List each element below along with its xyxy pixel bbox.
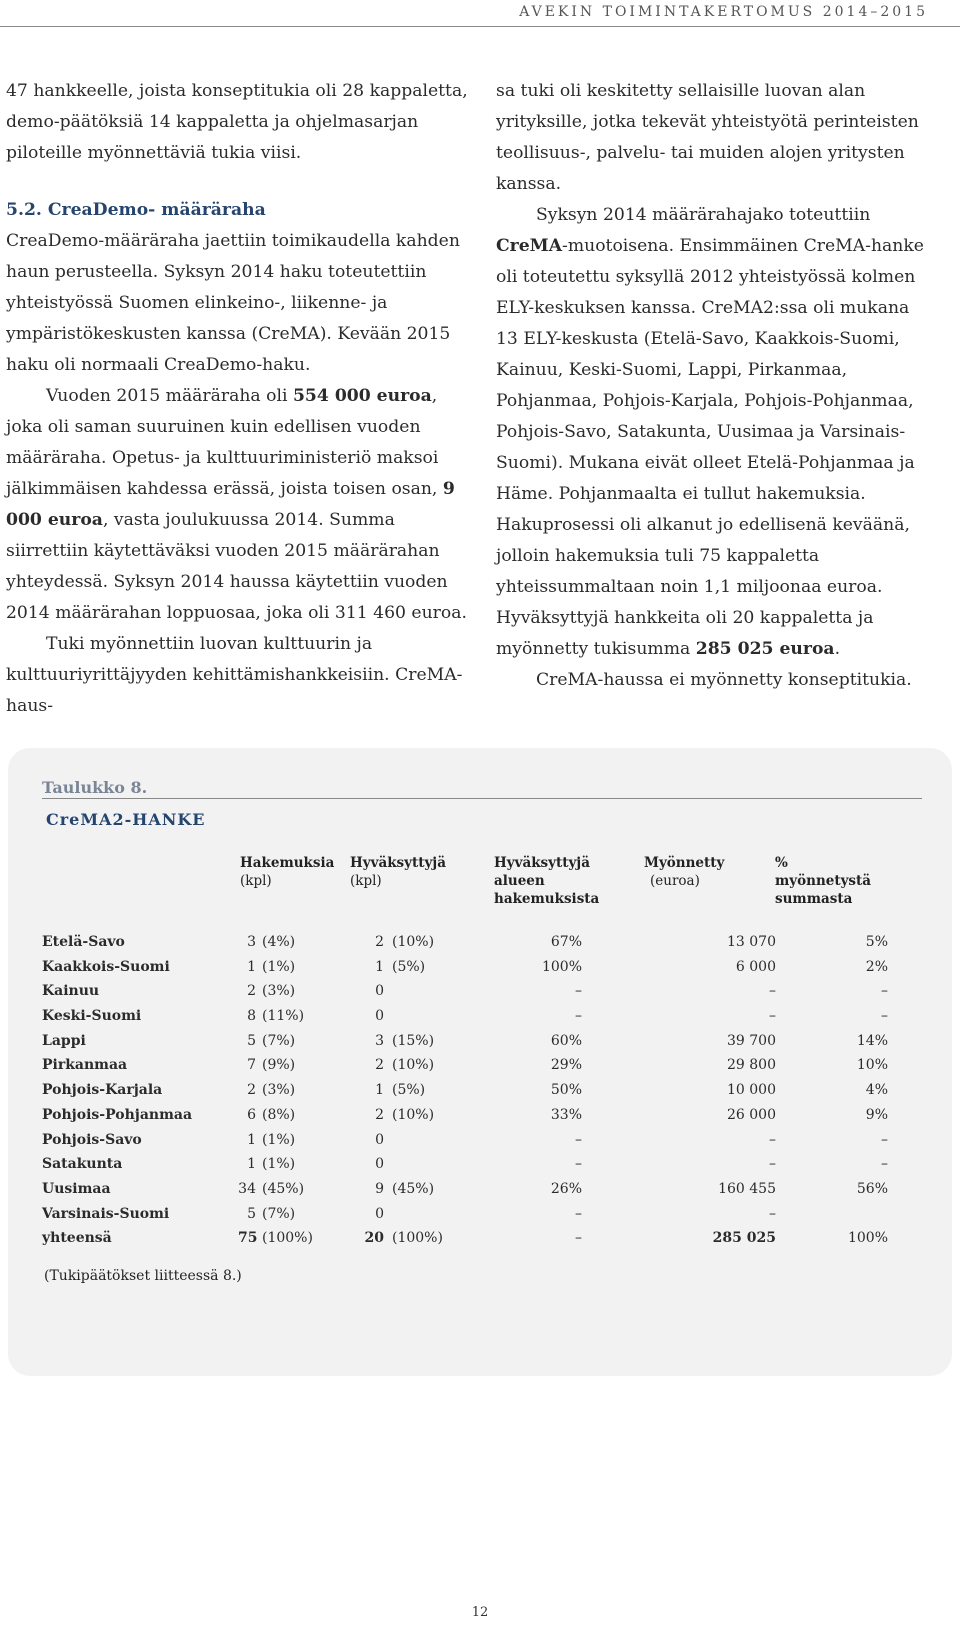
cell-name: Kaakkois-Suomi (42, 958, 170, 975)
table-row (42, 1128, 922, 1153)
text-run: , joka oli saman suuruinen kuin edellisen vuoden määräraha. Opetus- ja kulttuuriministeriö maksoi jälkimmäisen kahdessa erässä, joista toisen osan, (6, 386, 443, 499)
cell-name: Uusimaa (42, 1180, 111, 1197)
cell-pros: – (881, 1156, 888, 1173)
cell-y-p: (10%) (392, 1106, 435, 1123)
cell-h-n: 6 (247, 1106, 256, 1123)
cell-h-p: (11%) (262, 1008, 305, 1025)
cell-name: Keski-Suomi (42, 1008, 142, 1025)
cell-h-p: (9%) (262, 1057, 296, 1074)
cell-myonnetty: 39 700 (727, 1032, 776, 1049)
cell-y-p: (5%) (392, 958, 426, 975)
cell-myonnetty: 160 455 (718, 1180, 776, 1197)
cell-h-p: (7%) (262, 1032, 296, 1049)
cell-name: Etelä-Savo (42, 934, 125, 950)
column-header-myonnetty: Myönnetty (euroa) (644, 855, 725, 889)
column-header-prosentti: % myönnetystä summasta (775, 855, 872, 907)
cell-name: yhteensä (42, 1230, 112, 1247)
cell-h-p: (3%) (262, 983, 296, 1000)
cell-alueen: – (575, 1230, 582, 1247)
cell-h-n: 5 (247, 1205, 256, 1222)
page-number: 12 (471, 1605, 489, 1620)
cell-y-n: 1 (375, 958, 384, 975)
cell-myonnetty: 26 000 (727, 1106, 776, 1123)
cell-myonnetty: 13 070 (727, 934, 776, 950)
column-header-alueen: Hyväksyttyjä alueen hakemuksista (494, 855, 600, 907)
cell-alueen: 33% (550, 1106, 582, 1123)
text-run: Syksyn 2014 määrärahajako toteuttiin (536, 205, 871, 225)
cell-y-n: 2 (375, 934, 384, 950)
cell-y-n: 2 (375, 1106, 384, 1123)
cell-h-n: 2 (247, 983, 256, 1000)
cell-name: Satakunta (42, 1156, 123, 1173)
header-divider (0, 26, 960, 27)
amount-bold: 285 025 euroa (695, 639, 835, 659)
cell-pros: 9% (865, 1106, 888, 1123)
cell-pros: 4% (865, 1082, 888, 1099)
cell-h-p: (7%) (262, 1205, 296, 1222)
cell-h-p: (1%) (262, 958, 296, 975)
running-header: AVEKIN TOIMINTAKERTOMUS 2014–2015 (519, 4, 928, 20)
table-body (42, 930, 922, 1251)
table-row (42, 1004, 922, 1029)
cell-pros: – (881, 1008, 888, 1025)
cell-alueen: 100% (541, 958, 582, 975)
cell-myonnetty: 10 000 (727, 1082, 776, 1099)
table-row (42, 1177, 922, 1202)
cell-y-n: 0 (375, 983, 384, 1000)
cell-h-n: 1 (247, 1156, 256, 1173)
section-heading: 5.2. CreaDemo- määräraha (6, 200, 266, 220)
cell-pros: 2% (865, 958, 888, 975)
cell-alueen: – (575, 1156, 582, 1173)
cell-y-n: 1 (375, 1082, 384, 1099)
cell-h-n: 5 (247, 1032, 256, 1049)
cell-h-n: 75 (238, 1230, 258, 1247)
cell-name: Pohjois-Pohjanmaa (42, 1106, 193, 1123)
right-column (496, 76, 936, 696)
cell-y-n: 0 (375, 1205, 384, 1222)
cell-alueen: 26% (550, 1180, 582, 1197)
table-row (42, 1053, 922, 1078)
cell-myonnetty: – (769, 1008, 776, 1025)
table-row (42, 979, 922, 1004)
cell-y-n: 9 (375, 1180, 384, 1197)
cell-myonnetty: – (769, 1205, 776, 1222)
table-row (42, 1078, 922, 1103)
table-row (42, 955, 922, 980)
table-row (42, 930, 922, 955)
left-column (6, 76, 468, 722)
cell-pros: 100% (847, 1230, 888, 1247)
cell-h-n: 7 (247, 1057, 256, 1074)
cell-alueen: 60% (550, 1032, 582, 1049)
cell-h-p: (45%) (262, 1180, 305, 1197)
cell-y-p: (10%) (392, 934, 435, 950)
table-title: CreMA2-HANKE (46, 810, 206, 829)
paragraph (6, 381, 468, 629)
cell-y-n: 20 (364, 1230, 384, 1247)
cell-y-p: (5%) (392, 1082, 426, 1099)
column-header-hakemuksia: Hakemuksia (kpl) (240, 855, 335, 889)
cell-h-p: (1%) (262, 1156, 296, 1173)
cell-myonnetty: 29 800 (727, 1057, 776, 1074)
paragraph: Tuki myönnettiin luovan kulttuurin ja kulttuuriyrittäjyyden kehittämishankkeisiin. CreMA-haus- (6, 634, 463, 716)
cell-y-p: (10%) (392, 1057, 435, 1074)
table-row (42, 1152, 922, 1177)
cell-y-n: 0 (375, 1008, 384, 1025)
cell-y-p: (100%) (392, 1230, 443, 1247)
cell-y-p: (45%) (392, 1180, 435, 1197)
table-row (42, 1202, 922, 1227)
cell-name: Kainuu (42, 983, 100, 1000)
paragraph: 47 hankkeelle, joista konseptitukia oli 28 kappaletta, demo-päätöksiä 14 kappaletta ja ohjelmasarjan piloteille myönnettäviä tukia viisi. (6, 81, 468, 163)
table-row (42, 1029, 922, 1054)
cell-h-p: (3%) (262, 1082, 296, 1099)
cell-y-p: (15%) (392, 1032, 435, 1049)
cell-h-n: 2 (247, 1082, 256, 1099)
cell-myonnetty: – (769, 983, 776, 1000)
table-row (42, 1226, 922, 1251)
cell-name: Pohjois-Savo (42, 1131, 142, 1148)
table-label: Taulukko 8. (42, 778, 148, 797)
paragraph (496, 200, 936, 665)
paragraph: sa tuki oli keskitetty sellaisille luovan alan yrityksille, jotka tekevät yhteistyötä perinteisten teollisuus-, palvelu- tai muiden alojen yritysten kanssa. (496, 81, 919, 194)
cell-h-n: 1 (247, 1131, 256, 1148)
table-note: (Tukipäätökset liitteessä 8.) (44, 1268, 242, 1284)
cell-h-n: 3 (247, 934, 256, 950)
text-run: -muotoisena. Ensimmäinen CreMA-hanke oli toteutettu syksyllä 2012 yhteistyössä kolmen ELY-keskuksen kanssa. CreMA2:ssa oli mukana 13 ELY-keskusta (Etelä-Savo, Kaakkois-Suomi, Kainuu, Keski-Suomi, Lappi, Pirkanmaa, Pohjanmaa, Pohjois-Karjala, Pohjois-Pohjanmaa, Pohjois-Savo, Satakunta, Uusimaa ja Varsinais-Suomi). Mukana eivät olleet Etelä-Pohjanmaa ja Häme. Pohjanmaalta ei tullut hakemuksia. Hakuprosessi oli alkanut jo edellisenä keväänä, jolloin hakemuksia tuli 75 kappaletta yhteissummaltaan noin 1,1 miljoonaa euroa. Hyväksyttyjä hankkeita oli 20 kappaletta ja myönnetty tukisumma (496, 236, 924, 659)
cell-name: Pirkanmaa (42, 1057, 128, 1074)
text-run: , vasta joulukuussa 2014. Summa siirrettiin käytettäväksi vuoden 2015 määrärahan yhteydessä. Syksyn 2014 haussa käytettiin vuoden 2014 määrärahan loppuosaa, joka oli 311 460 euroa. (6, 510, 467, 623)
cell-name: Pohjois-Karjala (42, 1082, 163, 1099)
cell-h-n: 1 (247, 958, 256, 975)
column-header-hyvaksyttyja: Hyväksyttyjä (kpl) (350, 855, 446, 889)
cell-pros: 14% (856, 1032, 888, 1049)
table-panel (8, 748, 952, 1376)
cell-h-p: (4%) (262, 934, 296, 950)
cell-alueen: – (575, 1131, 582, 1148)
cell-myonnetty: 6 000 (735, 958, 776, 975)
cell-h-p: (1%) (262, 1131, 296, 1148)
cell-alueen: – (575, 983, 582, 1000)
paragraph: CreaDemo-määräraha jaettiin toimikaudella kahden haun perusteella. Syksyn 2014 haku toteutettiin yhteistyössä Suomen elinkeino-, liikenne- ja ympäristökeskusten kanssa (CreMA). Kevään 2015 haku oli normaali CreaDemo-haku. (6, 231, 460, 375)
text-run: Vuoden 2015 määräraha oli (46, 386, 293, 406)
cell-y-n: 0 (375, 1131, 384, 1148)
term-bold: CreMA (496, 236, 563, 256)
cell-pros: – (881, 1131, 888, 1148)
cell-myonnetty: 285 025 (712, 1230, 776, 1247)
cell-pros: 56% (856, 1180, 888, 1197)
cell-name: Lappi (42, 1032, 86, 1049)
cell-y-n: 2 (375, 1057, 384, 1074)
cell-alueen: 67% (550, 934, 582, 950)
cell-myonnetty: – (769, 1156, 776, 1173)
cell-h-n: 8 (247, 1008, 256, 1025)
cell-alueen: 29% (550, 1057, 582, 1074)
cell-alueen: – (575, 1008, 582, 1025)
cell-name: Varsinais-Suomi (42, 1205, 170, 1222)
cell-alueen: – (575, 1205, 582, 1222)
cell-pros: – (881, 983, 888, 1000)
cell-h-p: (8%) (262, 1106, 296, 1123)
cell-alueen: 50% (550, 1082, 582, 1099)
cell-pros: 5% (865, 934, 888, 950)
cell-h-n: 34 (238, 1180, 256, 1197)
table-rule (42, 798, 922, 799)
cell-pros: 10% (856, 1057, 888, 1074)
text-run: . (834, 639, 841, 659)
cell-y-n: 3 (375, 1032, 384, 1049)
cell-myonnetty: – (769, 1131, 776, 1148)
paragraph: CreMA-haussa ei myönnetty konseptitukia. (536, 670, 912, 690)
table-row (42, 1103, 922, 1128)
amount-bold: 9 000 euroa (6, 479, 455, 530)
cell-h-p: (100%) (262, 1230, 313, 1247)
cell-y-n: 0 (375, 1156, 384, 1173)
amount-bold: 554 000 euroa (292, 386, 432, 406)
